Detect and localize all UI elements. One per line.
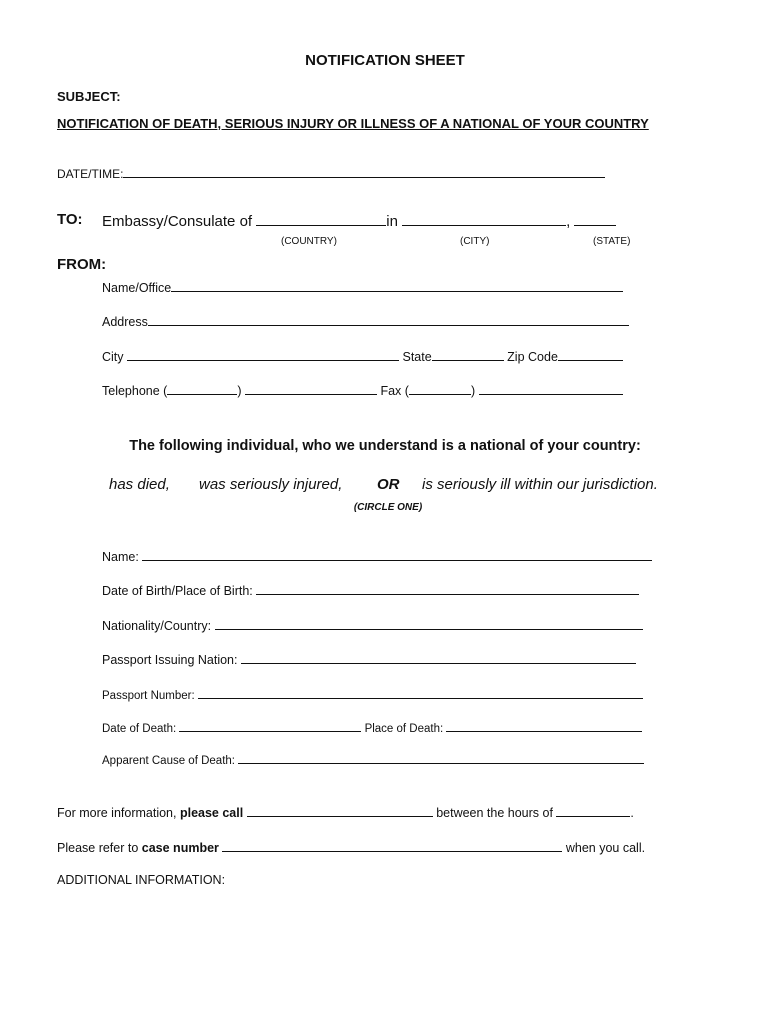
name-office-field[interactable] [171, 279, 623, 292]
phone-fax-row [102, 382, 623, 398]
fax-label: Fax ( [380, 384, 409, 398]
circle-one-note: (CIRCLE ONE) [353, 502, 423, 513]
to-comma: , [566, 213, 571, 230]
hours-field[interactable] [556, 804, 630, 817]
to-in: in [386, 213, 398, 230]
subject-label: SUBJECT: [57, 89, 121, 104]
passport-nation-label: Passport Issuing Nation: [102, 653, 238, 667]
from-state-field[interactable] [432, 348, 504, 361]
telephone-field[interactable] [245, 382, 377, 395]
telephone-close: ) [237, 384, 242, 398]
to-prefix: Embassy/Consulate of [102, 213, 253, 230]
case-number-field[interactable] [222, 839, 562, 852]
case-number-row [57, 839, 645, 855]
individual-name-row [102, 548, 652, 564]
city-caption: (CITY) [460, 236, 490, 247]
date-of-death-field[interactable] [179, 719, 361, 732]
option-injured[interactable]: was seriously injured, [199, 476, 343, 493]
from-city-field[interactable] [127, 348, 399, 361]
telephone-area-field[interactable] [167, 382, 237, 395]
dob-label: Date of Birth/Place of Birth: [102, 584, 253, 598]
individual-name-field[interactable] [142, 548, 652, 561]
passport-number-row [102, 686, 643, 702]
address-row [102, 313, 629, 329]
option-died[interactable]: has died, [109, 476, 170, 493]
address-label: Address [102, 315, 148, 329]
city-state-zip-row [102, 348, 623, 364]
zip-label: Zip Code [507, 350, 558, 364]
fax-close: ) [470, 384, 476, 398]
address-field[interactable] [148, 313, 629, 326]
zip-field[interactable] [558, 348, 623, 361]
fax-area-field[interactable] [409, 382, 471, 395]
name-office-row [102, 279, 623, 295]
state-caption: (STATE) [593, 236, 631, 247]
passport-nation-field[interactable] [241, 651, 636, 664]
individual-name-label: Name: [102, 550, 139, 564]
datetime-row [57, 165, 605, 183]
more-info-period: . [630, 806, 634, 820]
passport-number-label: Passport Number: [102, 690, 195, 702]
datetime-field[interactable] [123, 165, 605, 178]
nationality-row [102, 617, 643, 633]
subject-text: NOTIFICATION OF DEATH, SERIOUS INJURY OR ILLNESS OF A NATIONAL OF YOUR COUNTRY [57, 116, 649, 131]
additional-info-label: ADDITIONAL INFORMATION: [57, 873, 226, 887]
passport-number-field[interactable] [198, 686, 643, 699]
refer-prefix: Please refer to [57, 841, 139, 855]
more-info-row [57, 804, 634, 820]
country-field[interactable] [256, 211, 386, 226]
statement: The following individual, who we understand is a national of your country: [129, 438, 641, 454]
death-row [102, 719, 642, 735]
option-ill[interactable]: is seriously ill within our jurisdiction. [422, 476, 658, 493]
case-number-label: case number [141, 841, 219, 855]
between-hours-label: between the hours of [436, 806, 553, 820]
cause-label: Apparent Cause of Death: [102, 755, 235, 767]
state-label: State [402, 350, 432, 364]
cause-field[interactable] [238, 751, 644, 764]
dob-field[interactable] [256, 582, 639, 595]
more-info-prefix: For more information, [57, 806, 177, 820]
to-row [102, 211, 616, 230]
datetime-label: DATE/TIME: [57, 167, 124, 181]
passport-nation-row [102, 651, 636, 667]
cause-row [102, 751, 644, 767]
city-label: City [102, 350, 124, 364]
when-call-label: when you call. [565, 841, 646, 855]
name-office-label: Name/Office [102, 281, 172, 295]
please-call-label: please call [179, 806, 244, 820]
place-of-death-label: Place of Death: [364, 723, 444, 735]
option-or: OR [377, 476, 400, 493]
telephone-label: Telephone ( [102, 384, 168, 398]
phone-number-field[interactable] [247, 804, 433, 817]
dob-row [102, 582, 639, 598]
city-field[interactable] [402, 211, 566, 226]
nationality-field[interactable] [215, 617, 643, 630]
page-title: NOTIFICATION SHEET [305, 52, 465, 69]
nationality-label: Nationality/Country: [102, 619, 212, 633]
to-label: TO: [57, 211, 83, 228]
state-field[interactable] [574, 211, 616, 226]
place-of-death-field[interactable] [446, 719, 642, 732]
date-of-death-label: Date of Death: [102, 723, 177, 735]
country-caption: (COUNTRY) [281, 236, 337, 247]
from-label: FROM: [57, 256, 107, 273]
fax-field[interactable] [479, 382, 623, 395]
